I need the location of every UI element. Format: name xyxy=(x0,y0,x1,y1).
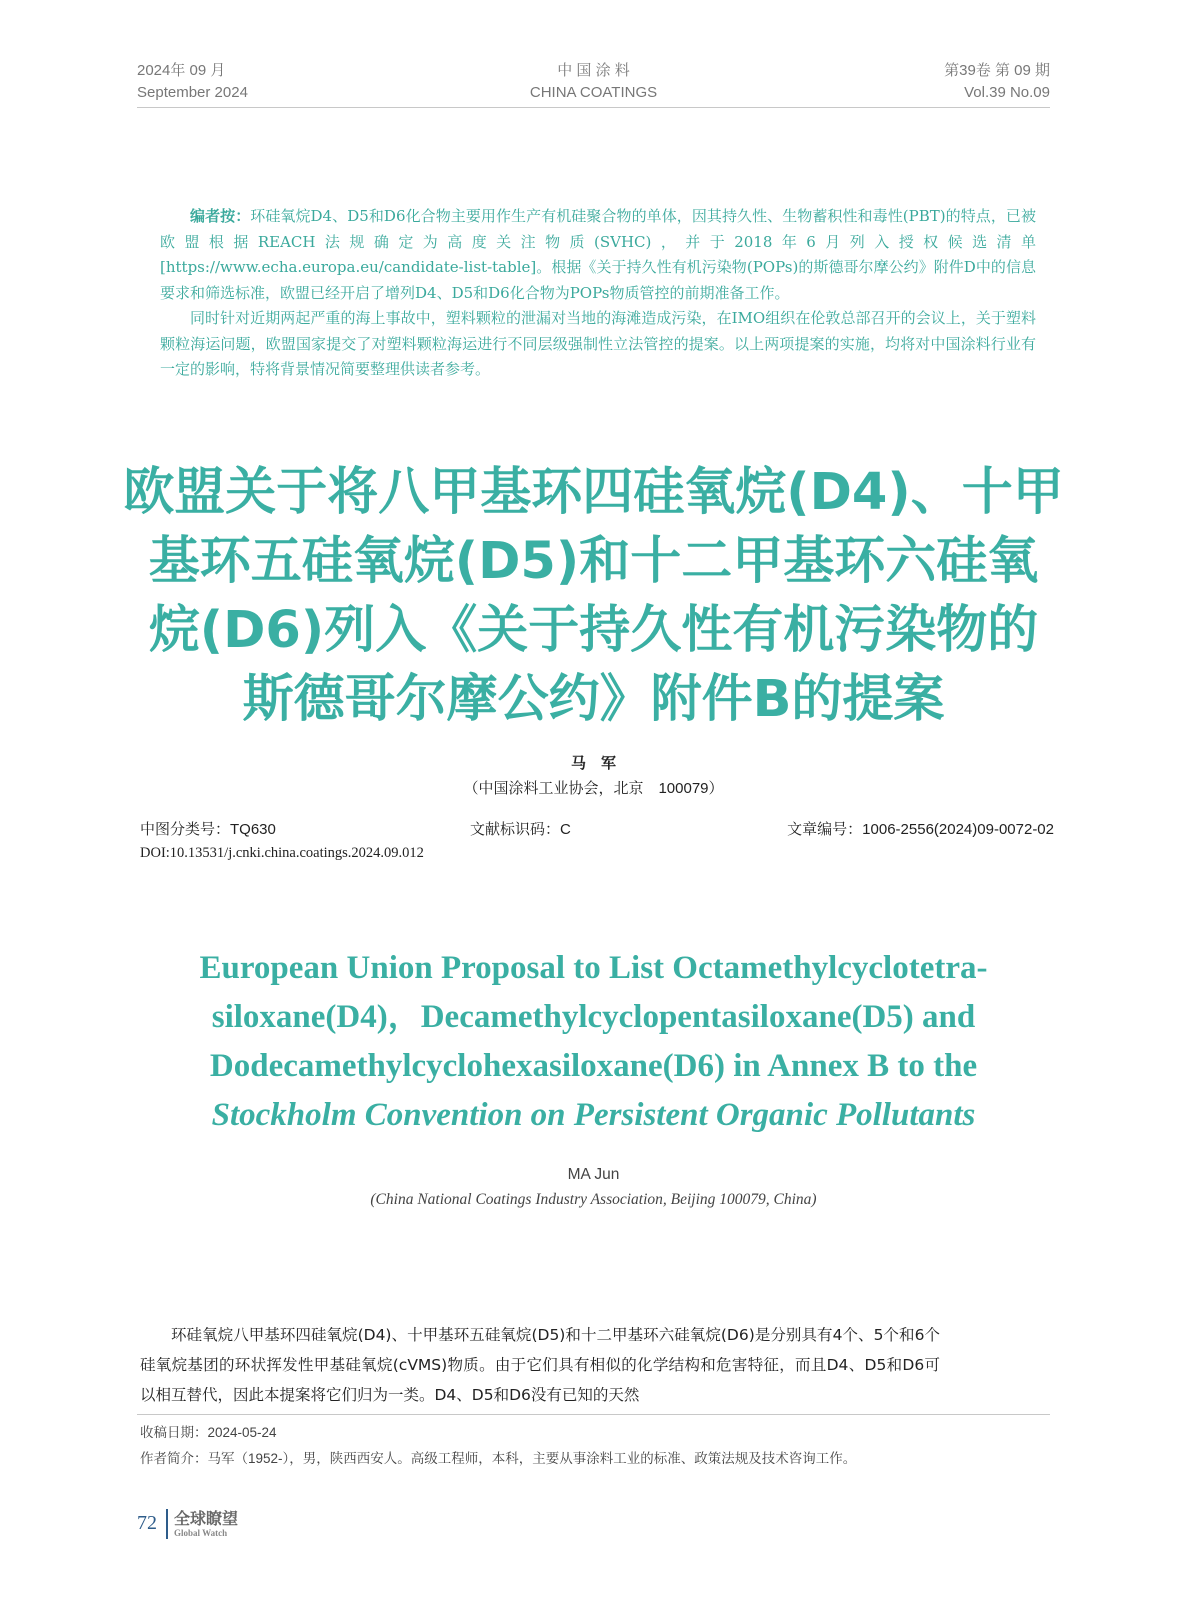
footer-divider xyxy=(166,1509,168,1539)
article-number: 文章编号：1006-2556(2024)09-0072-02 xyxy=(787,821,1054,838)
body-text xyxy=(140,1320,940,1410)
column-name-cn: 全球瞭望 xyxy=(174,1511,239,1528)
title-en-line: Dodecamethylcyclohexasiloxane(D6) in Annex B to the xyxy=(209,1048,978,1084)
header-issue-cn: 第39卷 第 09 期 xyxy=(944,62,1050,79)
title-cn-line: 烷(D6)列入《关于持久性有机污染物的 xyxy=(148,601,1039,660)
body-paragraph: 环硅氧烷八甲基环四硅氧烷(D4)、十甲基环五硅氧烷(D5)和十二甲基环六硅氧烷(D6)是分别具有4个、5个和6个硅氧烷基团的环状挥发性甲基硅氧烷(cVMS)物质。由于它们具有相似的化学结构和危害特征，而且D4、D5和D6可以相互替代，因此本提案将它们归为一类。D4、D5和D6没有已知的天然 xyxy=(140,1326,940,1404)
document-code: 文献标识码：C xyxy=(470,821,571,838)
affiliation-cn: （中国涂料工业协会，北京 100079） xyxy=(463,780,724,797)
author-en: MA Jun xyxy=(567,1166,620,1183)
editor-note-label: 编者按： xyxy=(190,207,251,225)
page-title-cn xyxy=(100,458,1087,734)
header-date-en: September 2024 xyxy=(137,84,248,101)
title-en-line: European Union Proposal to List Octamethylcyclotetra- xyxy=(199,950,988,986)
header-journal-en: CHINA COATINGS xyxy=(529,84,658,101)
title-cn-line: 斯德哥尔摩公约》附件B的提案 xyxy=(242,670,945,729)
editor-note-para1: 环硅氧烷D4、D5和D6化合物主要用作生产有机硅聚合物的单体，因其持久性、生物蓄积性和毒性(PBT)的特点，已被欧盟根据REACH法规确定为高度关注物质(SVHC)，并于2018年6月列入授权候选清单[https://www.echa.europa.eu/candidate-list-table]。根据《关于持久性有机污染物(POPs)的斯德哥尔摩公约》附件D中的信息要求和筛选标准，欧盟已经开启了增列D4、D5和D6化合物为POPs物质管控的前期准备工作。 xyxy=(160,207,1036,302)
footnote-rule xyxy=(137,1414,1050,1415)
page-title-en xyxy=(100,944,1087,1140)
title-cn-line: 欧盟关于将八甲基环四硅氧烷(D4)、十甲 xyxy=(123,463,1064,522)
header-issue xyxy=(944,60,1050,104)
column-name-en: Global Watch xyxy=(174,1528,228,1538)
author-cn: 马 军 xyxy=(570,755,616,772)
received-date: 收稿日期：2024-05-24 xyxy=(140,1425,277,1440)
title-en-line: Stockholm Convention on Persistent Organic Pollutants xyxy=(211,1097,976,1133)
editor-note xyxy=(160,204,1036,383)
editor-note-para2: 同时针对近期两起严重的海上事故中，塑料颗粒的泄漏对当地的海滩造成污染，在IMO组织在伦敦总部召开的会议上，关于塑料颗粒海运问题，欧盟国家提交了对塑料颗粒海运进行不同层级强制性立法管控的提案。以上两项提案的实施，均将对中国涂料行业有一定的影响，特将背景情况简要整理供读者参考。 xyxy=(160,309,1036,378)
header-issue-en: Vol.39 No.09 xyxy=(964,84,1050,101)
doi-link[interactable]: DOI:10.13531/j.cnki.china.coatings.2024.09.012 xyxy=(140,845,424,861)
title-cn-line: 基环五硅氧烷(D5)和十二甲基环六硅氧 xyxy=(148,532,1039,591)
page-number: 72 xyxy=(137,1512,157,1534)
header-journal-cn: 中 国 涂 料 xyxy=(557,62,630,79)
affiliation-en: (China National Coatings Industry Association, Beijing 100079, China) xyxy=(370,1191,817,1208)
title-en-line: siloxane(D4)，Decamethylcyclopentasiloxane(D5) and xyxy=(211,999,976,1035)
header-date-cn: 2024年 09 月 xyxy=(137,62,226,79)
author-bio: 作者简介：马军（1952-），男，陕西西安人。高级工程师，本科，主要从事涂料工业的标准、政策法规及技术咨询工作。 xyxy=(140,1451,857,1466)
header-rule xyxy=(137,107,1050,108)
clc-number: 中图分类号：TQ630 xyxy=(140,821,276,838)
